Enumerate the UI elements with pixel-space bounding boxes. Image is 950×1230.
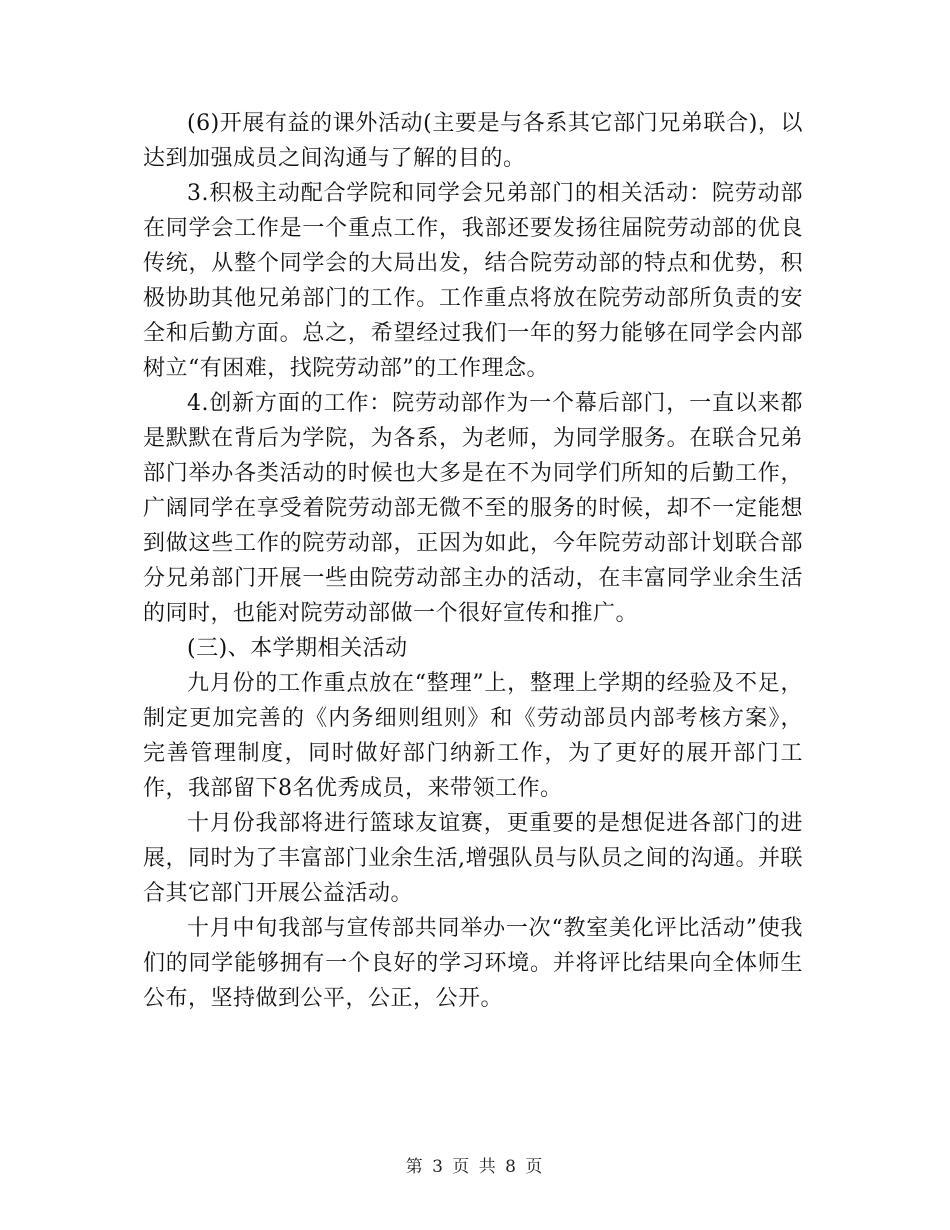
document-body: [143, 106, 803, 1016]
paragraph-innovation: 4.创新方面的工作：院劳动部作为一个幕后部门，一直以来都是默默在背后为学院，为各系，为老师，为同学服务。在联合兄弟部门举办各类活动的时候也大多是在不为同学们所知的后勤工作，广阔同学在享受着院劳动部无微不至的服务的时候，却不一定能想到做这些工作的院劳动部，正因为如此，今年院劳动部计划联合部分兄弟部门开展一些由院劳动部主办的活动，在丰富同学业余生活的同时，也能对院劳动部做一个很好宣传和推广。: [143, 391, 803, 626]
paragraph-cooperation: 3.积极主动配合学院和同学会兄弟部门的相关活动：院劳动部在同学会工作是一个重点工作，我部还要发扬往届院劳动部的优良传统，从整个同学会的大局出发，结合院劳动部的特点和优势，积极协助其他兄弟部门的工作。工作重点将放在院劳动部所负责的安全和后勤方面。总之，希望经过我们一年的努力能够在同学会内部树立“有困难，找院劳动部”的工作理念。: [143, 181, 803, 381]
paragraph-mid-october: 十月中旬我部与宣传部共同举办一次“教室美化评比活动”使我们的同学能够拥有一个良好的学习环境。并将评比结果向全体师生公布，坚持做到公平，公正，公开。: [143, 916, 803, 1011]
section-heading-semester-activities: (三)、本学期相关活动: [187, 636, 408, 661]
page-number-footer: 第 3 页 共 8 页: [405, 1157, 545, 1177]
paragraph-october: 十月份我部将进行篮球友谊赛，更重要的是想促进各部门的进展，同时为了丰富部门业余生活,增强队员与队员之间的沟通。并联合其它部门开展公益活动。: [143, 811, 803, 906]
paragraph-september: 九月份的工作重点放在“整理”上，整理上学期的经验及不足，制定更加完善的《内务细则组则》和《劳动部员内部考核方案》，完善管理制度，同时做好部门纳新工作，为了更好的展开部门工作，我部留下8名优秀成员，来带领工作。: [143, 671, 803, 801]
paragraph-activity-6: (6)开展有益的课外活动(主要是与各系其它部门兄弟联合)，以达到加强成员之间沟通与了解的目的。: [143, 111, 803, 171]
